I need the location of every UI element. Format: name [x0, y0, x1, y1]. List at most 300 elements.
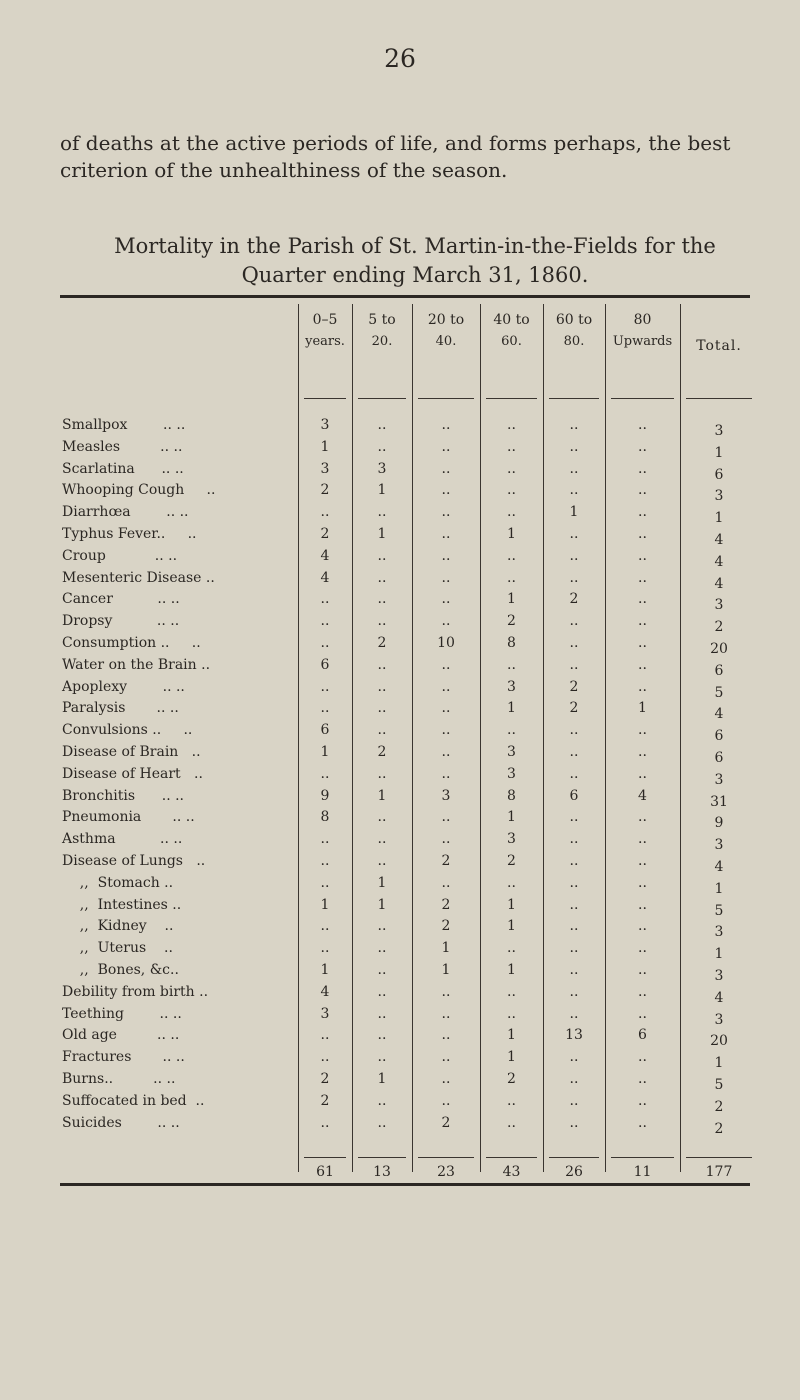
- cause-of-death-label: Mesenteric Disease ..: [62, 569, 215, 586]
- table-cell: 8: [507, 635, 516, 651]
- caption-line-2: Quarter ending March 31, 1860.: [241, 263, 589, 287]
- row-total-cell: 2: [714, 619, 724, 636]
- table-cell: 2: [569, 678, 579, 695]
- table-cell: ..: [377, 722, 387, 739]
- table-cell: ..: [441, 1005, 451, 1022]
- grand-total: 177: [705, 1164, 733, 1180]
- table-cell: 3: [507, 678, 516, 695]
- table-cell: ..: [320, 613, 330, 630]
- table-cell: 1: [377, 896, 387, 913]
- totals-rule: [486, 1157, 537, 1158]
- cause-of-death-label: Suicides .. ..: [62, 1114, 180, 1131]
- table-row: [0, 1093, 800, 1115]
- table-cell: ..: [638, 1005, 647, 1022]
- header-rule: [358, 398, 406, 399]
- table-cell: 1: [569, 504, 579, 521]
- table-cell: ..: [377, 656, 387, 673]
- table-cell: 1: [507, 700, 516, 717]
- table-cell: ..: [638, 417, 647, 433]
- table-cell: 2: [441, 853, 451, 869]
- table-cell: 2: [320, 482, 330, 499]
- row-total-cell: 6: [714, 750, 724, 766]
- row-total-cell: 4: [714, 859, 724, 875]
- row-total-cell: 2: [714, 1120, 724, 1137]
- cause-of-death-label: Fractures .. ..: [62, 1049, 185, 1066]
- column-header-line-1: 60 to: [555, 312, 593, 328]
- table-cell: 2: [377, 744, 387, 760]
- row-total-cell: 20: [710, 1033, 728, 1050]
- table-cell: 3: [320, 460, 330, 477]
- table-row: [0, 526, 800, 548]
- caption-line-1: Mortality in the Parish of St. Martin-in-the-Fields for the: [114, 234, 716, 258]
- table-cell: 2: [507, 853, 516, 869]
- row-total-cell: 5: [714, 684, 724, 701]
- table-row: [0, 809, 800, 831]
- table-cell: ..: [377, 765, 387, 782]
- totals-rule: [304, 1157, 346, 1158]
- cause-of-death-label: Croup .. ..: [62, 547, 178, 564]
- table-cell: ..: [441, 1027, 451, 1044]
- table-cell: ..: [377, 569, 387, 586]
- header-rule: [486, 398, 537, 399]
- table-cell: ..: [507, 940, 516, 957]
- table-cell: 2: [441, 918, 451, 935]
- table-cell: 2: [569, 700, 579, 717]
- table-cell: ..: [638, 809, 647, 826]
- table-cell: ..: [441, 460, 451, 477]
- table-cell: 4: [638, 787, 647, 804]
- table-cell: ..: [507, 1114, 516, 1131]
- cause-of-death-label: Old age .. ..: [62, 1027, 180, 1044]
- row-total-cell: 1: [714, 510, 724, 527]
- table-cell: ..: [569, 722, 579, 739]
- table-cell: ..: [320, 765, 330, 782]
- table-top-rule: [60, 295, 750, 298]
- table-row: [0, 940, 800, 962]
- table-row: [0, 591, 800, 613]
- cause-of-death-label: Apoplexy .. ..: [62, 678, 185, 695]
- table-cell: ..: [441, 983, 451, 1000]
- table-cell: 13: [565, 1027, 583, 1044]
- row-total-cell: 3: [714, 968, 724, 984]
- table-cell: 3: [507, 744, 516, 760]
- table-cell: ..: [377, 700, 387, 717]
- column-header-line-2: 60.: [501, 334, 522, 349]
- table-cell: ..: [638, 1114, 647, 1131]
- table-cell: ..: [638, 1092, 647, 1109]
- row-total-cell: 1: [714, 880, 724, 897]
- table-cell: 4: [320, 569, 330, 586]
- cause-of-death-label: Cancer .. ..: [62, 591, 180, 608]
- cause-of-death-label: Consumption .. ..: [62, 635, 201, 651]
- column-header-line-1: 40 to: [493, 312, 530, 328]
- table-cell: 1: [507, 526, 516, 542]
- column-header-line-2: 20.: [371, 334, 393, 349]
- row-total-cell: 3: [714, 488, 724, 505]
- table-cell: ..: [377, 809, 387, 826]
- table-cell: ..: [638, 591, 647, 608]
- column-header: [480, 310, 543, 352]
- table-cell: ..: [507, 1005, 516, 1022]
- table-cell: 2: [507, 1071, 516, 1087]
- table-cell: ..: [507, 1092, 516, 1109]
- table-row: [0, 744, 800, 766]
- table-cell: ..: [507, 983, 516, 1000]
- table-cell: ..: [638, 547, 647, 564]
- table-row: [0, 504, 800, 526]
- table-cell: 1: [441, 940, 451, 957]
- row-total-cell: 4: [714, 553, 724, 570]
- table-cell: ..: [569, 569, 579, 586]
- table-row: [0, 831, 800, 853]
- table-cell: 2: [507, 613, 516, 630]
- table-cell: ..: [638, 482, 647, 499]
- table-row: [0, 635, 800, 657]
- table-cell: ..: [638, 635, 647, 651]
- table-cell: ..: [320, 918, 330, 935]
- intro-paragraph: of deaths at the active periods of life, and forms perhaps, the best criterion of the unhealthiness of the season.: [60, 131, 731, 182]
- row-total-cell: 4: [714, 575, 724, 592]
- column-header-line-1: 80: [633, 312, 652, 328]
- table-row: [0, 788, 800, 810]
- row-total-cell: 3: [714, 924, 724, 941]
- table-row: [0, 1027, 800, 1049]
- table-cell: ..: [377, 918, 387, 935]
- table-row: [0, 853, 800, 875]
- table-cell: ..: [569, 1114, 579, 1131]
- table-cell: 1: [320, 744, 330, 760]
- table-row: [0, 722, 800, 744]
- table-cell: 3: [320, 417, 330, 433]
- table-cell: ..: [441, 613, 451, 630]
- table-cell: 6: [569, 787, 579, 804]
- table-cell: 3: [441, 787, 451, 804]
- table-cell: 8: [507, 787, 516, 804]
- row-total-cell: 3: [714, 597, 724, 614]
- table-cell: ..: [320, 940, 330, 957]
- table-cell: 3: [507, 831, 516, 848]
- cause-of-death-label: Disease of Lungs ..: [62, 853, 206, 869]
- row-total-cell: 3: [714, 771, 724, 788]
- cause-of-death-label: ,, Kidney ..: [62, 918, 174, 935]
- row-total-cell: 1: [714, 946, 724, 963]
- table-cell: ..: [638, 983, 647, 1000]
- table-cell: ..: [441, 1049, 451, 1066]
- table-cell: ..: [441, 678, 451, 695]
- table-cell: ..: [569, 547, 579, 564]
- row-total-cell: 1: [714, 444, 724, 461]
- column-header-line-2: years.: [305, 334, 345, 349]
- table-cell: ..: [638, 940, 647, 957]
- table-cell: 2: [320, 1071, 330, 1087]
- table-cell: ..: [377, 438, 387, 455]
- table-cell: 2: [441, 1114, 451, 1131]
- table-cell: ..: [320, 1027, 330, 1044]
- table-cell: ..: [377, 940, 387, 957]
- column-header-line-2: Upwards: [612, 334, 673, 349]
- column-total: 13: [373, 1164, 391, 1180]
- table-row: [0, 1006, 800, 1028]
- table-cell: ..: [320, 678, 330, 695]
- table-cell: ..: [569, 1005, 579, 1022]
- table-row: [0, 439, 800, 461]
- table-cell: ..: [320, 831, 330, 848]
- table-cell: 1: [377, 787, 387, 804]
- cause-of-death-label: Bronchitis .. ..: [62, 787, 185, 804]
- table-cell: ..: [507, 874, 516, 891]
- table-cell: ..: [638, 722, 647, 739]
- table-cell: ..: [377, 983, 387, 1000]
- cause-of-death-label: Dropsy .. ..: [62, 613, 180, 630]
- page-number: 26: [384, 44, 416, 73]
- table-cell: ..: [638, 765, 647, 782]
- table-cell: ..: [441, 547, 451, 564]
- table-row: [0, 679, 800, 701]
- cause-of-death-label: Paralysis .. ..: [62, 700, 179, 717]
- totals-rule: [358, 1157, 406, 1158]
- cause-of-death-label: Disease of Heart ..: [62, 765, 203, 782]
- table-cell: ..: [377, 1049, 387, 1066]
- table-cell: ..: [377, 1092, 387, 1109]
- table-row: [0, 875, 800, 897]
- table-cell: ..: [638, 656, 647, 673]
- column-header-line-2: 40.: [435, 334, 457, 349]
- table-cell: ..: [569, 853, 579, 869]
- table-cell: 3: [377, 460, 387, 477]
- cause-of-death-label: Typhus Fever.. ..: [62, 526, 197, 542]
- table-cell: 4: [320, 547, 330, 564]
- totals-rule: [549, 1157, 599, 1158]
- row-total-cell: 4: [714, 532, 724, 548]
- table-cell: ..: [441, 482, 451, 499]
- cause-of-death-label: Debility from birth ..: [62, 983, 209, 1000]
- cause-of-death-label: Asthma .. ..: [62, 831, 183, 848]
- table-cell: 6: [320, 656, 330, 673]
- table-cell: 4: [320, 983, 330, 1000]
- table-row: [0, 613, 800, 635]
- table-cell: ..: [569, 896, 579, 913]
- column-total: 23: [437, 1164, 455, 1180]
- table-cell: 10: [437, 635, 455, 651]
- table-cell: 2: [441, 896, 451, 913]
- table-cell: ..: [569, 438, 579, 455]
- table-cell: ..: [638, 438, 647, 455]
- table-cell: ..: [441, 765, 451, 782]
- column-total: 11: [633, 1164, 652, 1180]
- table-cell: 1: [441, 962, 451, 978]
- table-row: [0, 570, 800, 592]
- table-cell: ..: [441, 526, 451, 542]
- table-cell: ..: [638, 569, 647, 586]
- table-cell: ..: [441, 1092, 451, 1109]
- table-cell: 9: [320, 787, 330, 804]
- table-cell: ..: [377, 591, 387, 608]
- table-cell: 1: [507, 591, 516, 608]
- table-cell: ..: [507, 656, 516, 673]
- table-cell: ..: [507, 504, 516, 521]
- column-header-line-1: 0–5: [312, 312, 338, 328]
- table-cell: ..: [377, 853, 387, 869]
- table-cell: ..: [638, 831, 647, 848]
- table-cell: 1: [320, 896, 330, 913]
- table-cell: ..: [441, 744, 451, 760]
- row-total-cell: 2: [714, 1098, 724, 1115]
- table-cell: ..: [507, 460, 516, 477]
- cause-of-death-label: Convulsions .. ..: [62, 722, 193, 739]
- cause-of-death-label: ,, Stomach ..: [62, 874, 174, 891]
- table-cell: ..: [638, 504, 647, 521]
- table-cell: 1: [320, 962, 330, 978]
- row-total-cell: 31: [710, 793, 728, 810]
- column-header: [605, 310, 680, 352]
- cause-of-death-label: ,, Bones, &c..: [62, 962, 179, 978]
- table-cell: ..: [638, 678, 647, 695]
- totals-rule: [611, 1157, 674, 1158]
- table-cell: ..: [377, 504, 387, 521]
- table-cell: 1: [507, 809, 516, 826]
- table-caption: [60, 232, 770, 290]
- table-cell: ..: [507, 547, 516, 564]
- table-cell: ..: [377, 547, 387, 564]
- cause-of-death-label: ,, Uterus ..: [62, 940, 173, 957]
- column-header-line-1: 20 to: [427, 312, 465, 328]
- table-cell: ..: [320, 591, 330, 608]
- cause-of-death-label: Scarlatina .. ..: [62, 460, 184, 477]
- table-cell: ..: [569, 874, 579, 891]
- column-total: 26: [565, 1164, 583, 1180]
- table-cell: 1: [507, 1027, 516, 1044]
- table-cell: 6: [638, 1027, 647, 1044]
- table-cell: 6: [320, 722, 330, 739]
- table-cell: ..: [569, 765, 579, 782]
- header-rule: [611, 398, 674, 399]
- row-total-cell: 5: [714, 902, 724, 919]
- totals-rule: [686, 1157, 752, 1158]
- row-total-cell: 20: [710, 641, 728, 657]
- table-cell: ..: [569, 983, 579, 1000]
- table-cell: ..: [638, 874, 647, 891]
- table-cell: ..: [569, 482, 579, 499]
- table-cell: ..: [638, 962, 647, 978]
- table-cell: ..: [638, 853, 647, 869]
- table-cell: 1: [377, 526, 387, 542]
- row-total-cell: 3: [714, 1011, 724, 1028]
- header-rule: [304, 398, 346, 399]
- cause-of-death-label: Measles .. ..: [62, 438, 183, 455]
- row-total-cell: 4: [714, 989, 724, 1006]
- table-cell: ..: [638, 460, 647, 477]
- header-rule: [549, 398, 599, 399]
- row-total-cell: 4: [714, 706, 724, 723]
- table-cell: 1: [377, 482, 387, 499]
- table-cell: ..: [377, 1114, 387, 1131]
- table-cell: ..: [638, 918, 647, 935]
- table-cell: ..: [377, 613, 387, 630]
- table-cell: ..: [377, 1005, 387, 1022]
- row-total-cell: 1: [714, 1055, 724, 1072]
- table-cell: ..: [441, 1071, 451, 1087]
- table-cell: ..: [320, 700, 330, 717]
- row-total-cell: 5: [714, 1077, 724, 1093]
- column-header: [298, 310, 352, 352]
- table-cell: ..: [441, 504, 451, 521]
- row-total-cell: 6: [714, 466, 724, 483]
- total-column-header: Total.: [696, 338, 742, 354]
- table-cell: 1: [377, 874, 387, 891]
- table-cell: 2: [320, 526, 330, 542]
- table-cell: ..: [441, 809, 451, 826]
- cause-of-death-label: Smallpox .. ..: [62, 417, 186, 433]
- cause-of-death-label: Diarrhœa .. ..: [62, 504, 189, 521]
- table-cell: ..: [320, 1114, 330, 1131]
- table-cell: 1: [320, 438, 330, 455]
- table-cell: ..: [569, 809, 579, 826]
- cause-of-death-label: Suffocated in bed ..: [62, 1092, 205, 1109]
- table-cell: ..: [638, 1049, 647, 1066]
- table-cell: 1: [638, 700, 647, 717]
- table-cell: ..: [638, 613, 647, 630]
- table-cell: ..: [569, 1071, 579, 1087]
- table-cell: ..: [441, 417, 451, 433]
- cause-of-death-label: Pneumonia .. ..: [62, 809, 195, 826]
- table-cell: ..: [441, 438, 451, 455]
- table-row: [0, 897, 800, 919]
- cause-of-death-label: ,, Intestines ..: [62, 896, 182, 913]
- table-cell: ..: [377, 831, 387, 848]
- table-row: [0, 417, 800, 439]
- table-cell: ..: [441, 569, 451, 586]
- cause-of-death-label: Disease of Brain ..: [62, 744, 201, 760]
- column-header: [543, 310, 605, 352]
- table-row: [0, 461, 800, 483]
- row-total-cell: 3: [714, 423, 724, 439]
- table-row: [0, 700, 800, 722]
- table-cell: ..: [569, 613, 579, 630]
- row-total-cell: 3: [714, 837, 724, 854]
- table-row: [0, 482, 800, 504]
- table-cell: ..: [569, 417, 579, 433]
- table-row: [0, 548, 800, 570]
- table-cell: ..: [638, 744, 647, 760]
- cause-of-death-label: Water on the Brain ..: [62, 656, 211, 673]
- table-cell: ..: [507, 722, 516, 739]
- table-cell: ..: [441, 656, 451, 673]
- table-cell: ..: [569, 635, 579, 651]
- table-cell: ..: [377, 417, 387, 433]
- table-cell: ..: [507, 482, 516, 499]
- table-cell: ..: [377, 678, 387, 695]
- table-row: [0, 1049, 800, 1071]
- table-cell: ..: [441, 591, 451, 608]
- table-cell: 1: [507, 918, 516, 935]
- column-header-line-1: 5 to: [368, 312, 396, 328]
- cause-of-death-label: Burns.. .. ..: [62, 1071, 176, 1087]
- table-cell: ..: [569, 656, 579, 673]
- table-cell: ..: [638, 526, 647, 542]
- table-row: [0, 766, 800, 788]
- table-cell: ..: [638, 1071, 647, 1087]
- header-rule: [686, 398, 752, 399]
- table-cell: ..: [320, 504, 330, 521]
- column-header: [412, 310, 480, 352]
- header-rule: [418, 398, 474, 399]
- row-total-cell: 9: [714, 815, 724, 832]
- table-cell: 1: [507, 962, 516, 978]
- table-cell: 2: [377, 635, 387, 651]
- table-cell: ..: [377, 1027, 387, 1044]
- row-total-cell: 6: [714, 662, 724, 679]
- table-cell: 8: [320, 809, 330, 826]
